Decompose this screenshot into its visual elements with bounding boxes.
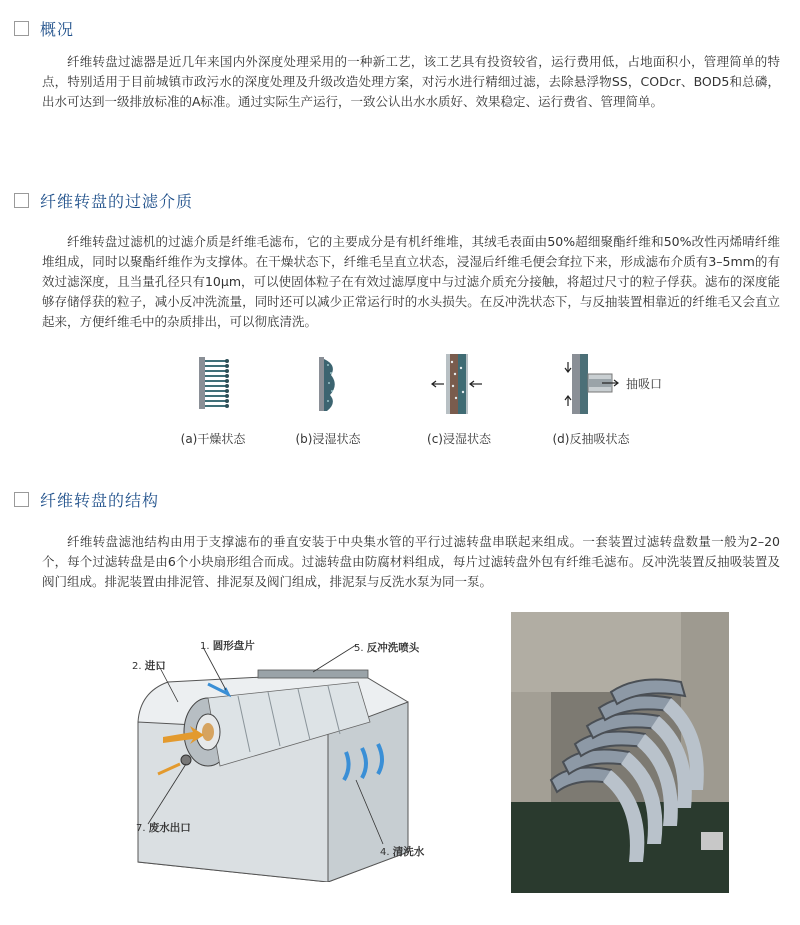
suction-port-label: 抽吸口 <box>626 377 663 391</box>
state-caption-d: (d)反抽吸状态 <box>552 432 630 446</box>
media-title: 纤维转盘的过滤介质 <box>40 191 194 211</box>
label-clean-water: 4. 清洗水 <box>380 846 425 858</box>
structure-checkbox[interactable] <box>14 492 29 507</box>
overview-title: 概况 <box>40 19 75 39</box>
overview-header <box>14 16 74 40</box>
label-disc: 1. 圆形盘片 <box>200 640 255 652</box>
label-inlet: 2. 进口 <box>132 660 166 672</box>
label-waste-outlet: 7. 废水出口 <box>136 822 191 834</box>
backwash-state-image <box>562 352 622 420</box>
state-caption-c: (c)浸湿状态 <box>427 432 491 446</box>
structure-header <box>14 487 159 511</box>
state-caption-b: (b)浸湿状态 <box>295 432 361 446</box>
state-caption-a: (a)干燥状态 <box>180 432 246 446</box>
label-spray-nozzle: 5. 反冲洗喷头 <box>354 642 420 654</box>
media-header <box>14 188 193 212</box>
structure-paragraph: 纤维转盘滤池结构由用于支撑滤布的垂直安装于中央集水管的平行过滤转盘串联起来组成。一套装置过滤转盘数量一般为2–20个，每个过滤转盘是由6个小块扇形组合而成。过滤转盘由防腐材料组成，每片过滤转盘外包有纤维毛滤布。反冲洗装置反抽吸装置及阀门组成。排泥装置由排泥管、排泥泵及阀门组成，排泥泵与反洗水泵为同一泵。 <box>42 534 780 589</box>
overview-paragraph: 纤维转盘过滤器是近几年来国内外深度处理采用的一种新工艺，该工艺具有投资较省，运行费用低，占地面积小，管理简单的特点，特别适用于目前城镇市政污水的深度处理及升级改造处理方案，对污水进行精细过滤，去除悬浮物SS，CODcr、BOD5和总磷，出水可达到一级排放标准的A标准。通过实际生产运行，一致公认出水水质好、效果稳定、运行费省、管理简单。 <box>42 54 780 109</box>
dry-state-image <box>195 355 235 415</box>
wet-state-image-b <box>315 355 345 417</box>
overview-checkbox[interactable] <box>14 21 29 36</box>
media-checkbox[interactable] <box>14 193 29 208</box>
disc-filter-photo <box>511 612 729 893</box>
structure-title: 纤维转盘的结构 <box>40 490 160 510</box>
structure-diagram <box>108 612 448 882</box>
wet-state-image-c <box>430 352 490 420</box>
media-paragraph: 纤维转盘过滤机的过滤介质是纤维毛滤布，它的主要成分是有机纤维堆，其绒毛表面由50%超细聚酯纤维和50%改性丙烯晴纤维堆组成，同时以聚酯纤维作为支撑体。在干燥状态下，纤维毛呈直立状态，浸湿后纤维毛便会耷拉下来，形成滤布介质有3–5mm的有效过滤深度，且当量孔径只有10μm，可以使固体粒子在有效过滤厚度中与过滤介质充分接触，将超过尺寸的粒子俘获。滤布的深度能够存储俘获的粒子，减小反冲洗流量，同时还可以减少正常运行时的水头损失。在反冲洗状态下，与反抽装置相靠近的纤维毛又会直立起来，方便纤维毛中的杂质排出，可以彻底清洗。 <box>42 234 780 329</box>
